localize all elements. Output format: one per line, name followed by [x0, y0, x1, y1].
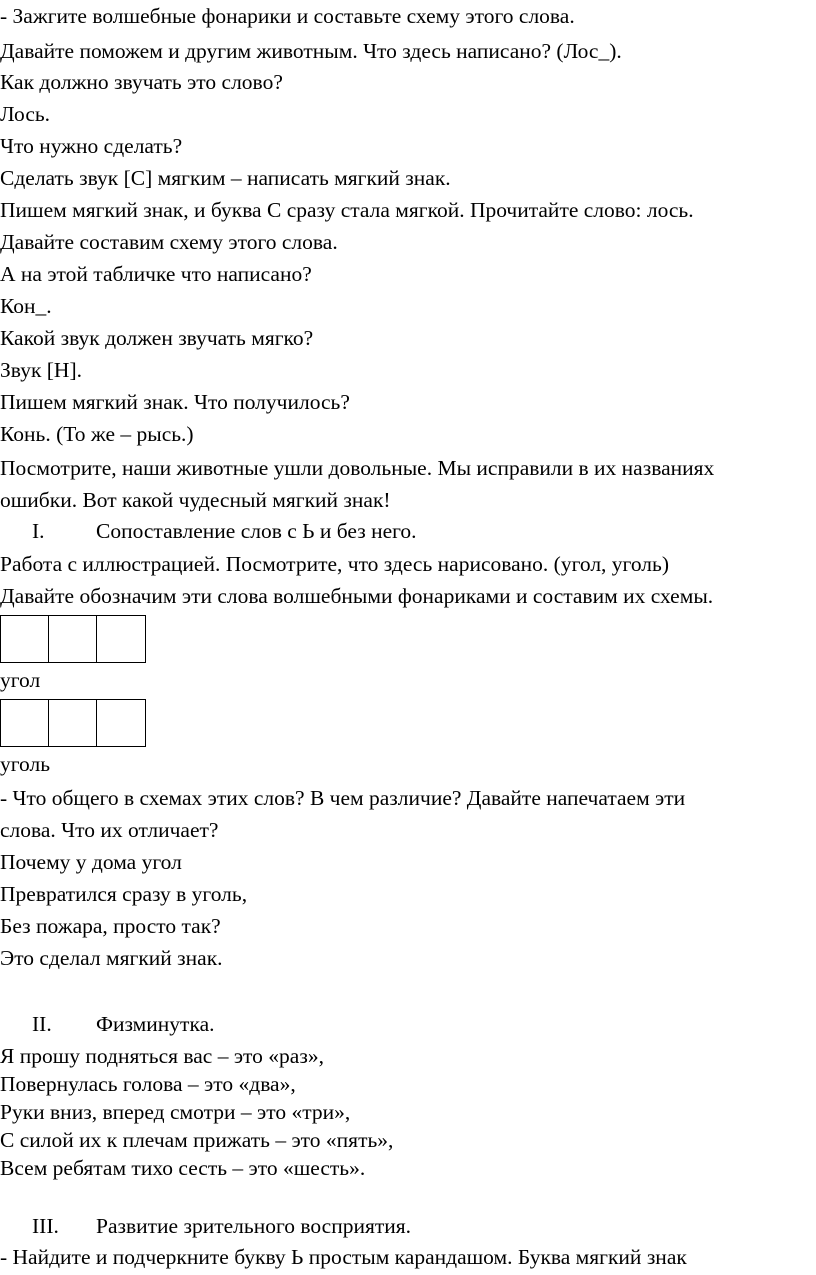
line: Давайте поможем и другим животным. Что здесь написано? (Лос_).: [0, 39, 622, 63]
line: А на этой табличке что написано?: [0, 262, 312, 286]
section-title: Физминутка.: [96, 1012, 215, 1036]
line: Кон_.: [0, 294, 52, 318]
line: Сделать звук [С] мягким – написать мягкий знак.: [0, 166, 451, 190]
line: Пишем мягкий знак. Что получилось?: [0, 390, 350, 414]
poem-line: С силой их к плечам прижать – это «пять»,: [0, 1128, 394, 1152]
line: Давайте обозначим эти слова волшебными фонариками и составим их схемы.: [0, 584, 714, 608]
line: Это сделал мягкий знак.: [0, 946, 223, 970]
section-title: Сопоставление слов с Ь и без него.: [96, 519, 417, 543]
line: Без пожара, просто так?: [0, 914, 221, 938]
line: - Что общего в схемах этих слов? В чем различие? Давайте напечатаем эти: [0, 786, 686, 810]
schema-cell: [1, 700, 49, 746]
line: Лось.: [0, 102, 51, 126]
poem-line: Повернулась голова – это «два»,: [0, 1072, 296, 1096]
line: Конь. (То же – рысь.): [0, 422, 194, 446]
line: Работа с иллюстрацией. Посмотрите, что здесь нарисовано. (угол, уголь): [0, 552, 669, 576]
section-number: III.: [32, 1214, 59, 1238]
line: Как должно звучать это слово?: [0, 70, 283, 94]
schema-cell: [97, 700, 145, 746]
line: ошибки. Вот какой чудесный мягкий знак!: [0, 488, 391, 512]
line: Пишем мягкий знак, и буква С сразу стала мягкой. Прочитайте слово: лось.: [0, 198, 694, 222]
poem-line: Я прошу подняться вас – это «раз»,: [0, 1044, 324, 1068]
line: Почему у дома угол: [0, 850, 182, 874]
schema-word: угол: [0, 668, 41, 692]
section-number: I.: [32, 519, 45, 543]
line: - Зажгите волшебные фонарики и составьте схему этого слова.: [0, 4, 575, 28]
line: Звук [Н].: [0, 358, 82, 382]
section-title: Развитие зрительного восприятия.: [96, 1214, 412, 1238]
line: Давайте составим схему этого слова.: [0, 230, 338, 254]
poem-line: Руки вниз, вперед смотри – это «три»,: [0, 1100, 351, 1124]
line: Превратился сразу в уголь,: [0, 882, 248, 906]
schema-cell: [49, 700, 97, 746]
section-number: II.: [32, 1012, 52, 1036]
schema-word: уголь: [0, 752, 51, 776]
schema-cell: [97, 616, 145, 662]
line: Какой звук должен звучать мягко?: [0, 326, 314, 350]
sound-schema-box: [0, 699, 146, 747]
line: Посмотрите, наши животные ушли довольные. Мы исправили в их названиях: [0, 456, 715, 480]
line: - Найдите и подчеркните букву Ь простым карандашом. Буква мягкий знак: [0, 1245, 687, 1269]
schema-cell: [1, 616, 49, 662]
poem-line: Всем ребятам тихо сесть – это «шесть».: [0, 1156, 366, 1180]
line: Что нужно сделать?: [0, 134, 183, 158]
schema-cell: [49, 616, 97, 662]
line: слова. Что их отличает?: [0, 818, 219, 842]
sound-schema-box: [0, 615, 146, 663]
